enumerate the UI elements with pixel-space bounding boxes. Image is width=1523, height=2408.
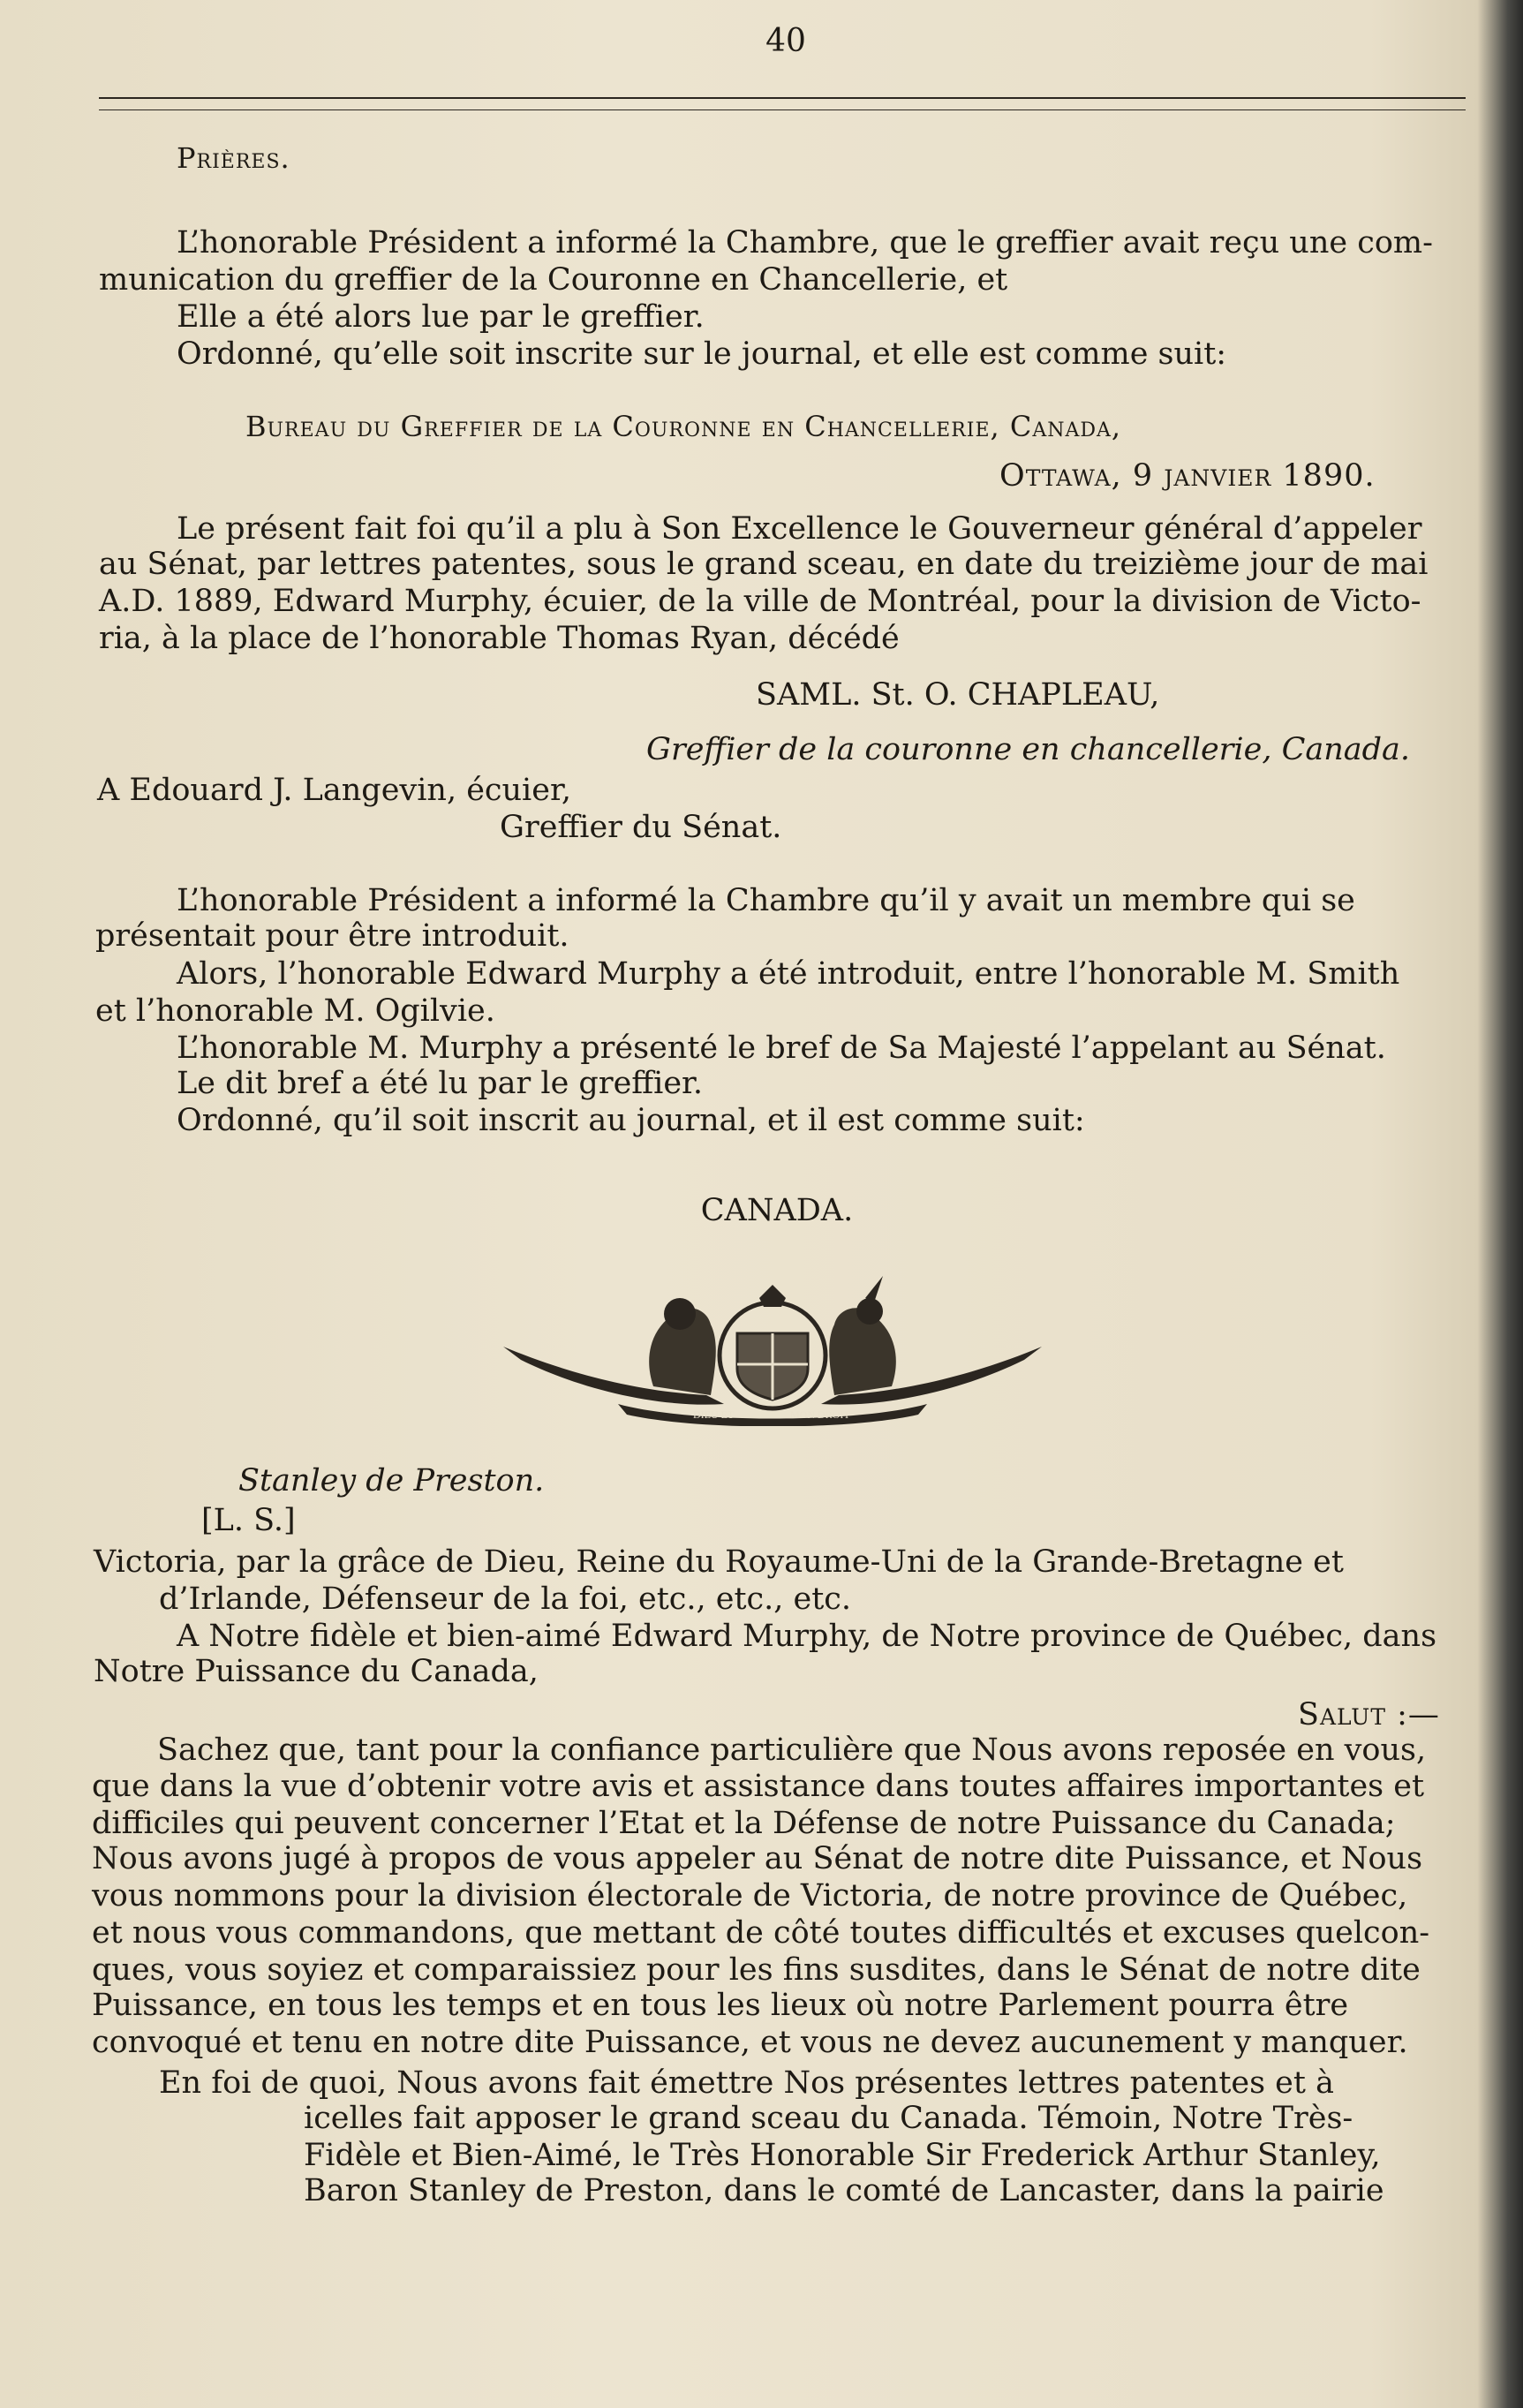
arms-motto-left: DIEU ET (693, 1408, 735, 1421)
text-line: Ordonné, qu’elle soit inscrite sur le journal, et elle est comme suit: (177, 336, 1227, 372)
canada-heading: CANADA. (700, 1193, 854, 1228)
text-line: au Sénat, par lettres patentes, sous le grand sceau, en date du treizième jour de mai (99, 547, 1429, 582)
text-line: Nous avons jugé à propos de vous appeler au Sénat de notre dite Puissance, et Nous (92, 1841, 1423, 1876)
text-line: convoqué et tenu en notre dite Puissance, et vous ne devez aucunement y manquer. (92, 2025, 1408, 2060)
salutation: Salut :— (1298, 1697, 1440, 1732)
text-line: et l’honorable M. Ogilvie. (95, 993, 495, 1029)
text-line: A.D. 1889, Edward Murphy, écuier, de la ville de Montréal, pour la division de Victo- (99, 584, 1421, 619)
text-line: L’honorable Président a informé la Chambre qu’il y avait un membre qui se (177, 883, 1355, 918)
text-line: Elle a été alors lue par le greffier. (177, 299, 705, 335)
header-rule-thin (99, 109, 1466, 110)
text-line: et nous vous commandons, que mettant de côté toutes difficultés et excuses quelcon- (92, 1915, 1430, 1951)
text-line: ques, vous soyiez et comparaissiez pour les fins susdites, dans le Sénat de notre dite (92, 1952, 1421, 1988)
header-rule (99, 97, 1466, 99)
signer-name: SAML. St. O. CHAPLEAU, (756, 677, 1160, 713)
dateline: Ottawa, 9 janvier 1890. (999, 458, 1376, 494)
addressee-title: Greffier du Sénat. (500, 810, 782, 845)
text-line: A Notre fidèle et bien-aimé Edward Murphy, de Notre province de Québec, dans (177, 1619, 1437, 1654)
arms-motto-right: MON DROIT (790, 1408, 850, 1421)
text-line: Fidèle et Bien-Aimé, le Très Honorable Sir Frederick Arthur Stanley, (304, 2138, 1381, 2173)
text-line: vous nommons pour la division électorale de Victoria, de notre province de Québec, (92, 1878, 1408, 1914)
page-number: 40 (765, 23, 806, 59)
text-line: Le présent fait foi qu’il a plu à Son Excellence le Gouverneur général d’appeler (177, 511, 1422, 547)
section-heading: Prières. (177, 141, 290, 175)
text-line: L’honorable M. Murphy a présenté le bref de Sa Majesté l’appelant au Sénat. (177, 1030, 1386, 1066)
governor-signature: Stanley de Preston. (238, 1463, 545, 1498)
text-line: Puissance, en tous les temps et en tous les lieux où notre Parlement pourra être (92, 1988, 1349, 2023)
text-line: Victoria, par la grâce de Dieu, Reine du Royaume-Uni de la Grande-Bretagne et (94, 1544, 1344, 1580)
text-line: munication du greffier de la Couronne en Chancellerie, et (99, 262, 1008, 298)
seal-mark: [L. S.] (201, 1503, 296, 1538)
text-line: présentait pour être introduit. (95, 918, 569, 954)
text-line: difficiles qui peuvent concerner l’Etat et la Défense de notre Puissance du Canada; (92, 1806, 1396, 1841)
text-line: ria, à la place de l’honorable Thomas Ryan, décédé (99, 621, 900, 656)
text-line: En foi de quoi, Nous avons fait émettre Nos présentes lettres patentes et à (159, 2065, 1334, 2101)
text-line: Alors, l’honorable Edward Murphy a été introduit, entre l’honorable M. Smith (177, 956, 1400, 992)
text-line: L’honorable Président a informé la Chambre, que le greffier avait reçu une com- (177, 225, 1433, 260)
text-line: Le dit bref a été lu par le greffier. (177, 1066, 704, 1101)
text-line: que dans la vue d’obtenir votre avis et assistance dans toutes affaires importantes et (92, 1769, 1425, 1804)
signer-title: Greffier de la couronne en chancellerie, Canada. (646, 732, 1411, 767)
text-line: Ordonné, qu’il soit inscrit au journal, et il est comme suit: (177, 1103, 1085, 1138)
text-line: Baron Stanley de Preston, dans le comté de Lancaster, dans la pairie (304, 2173, 1384, 2208)
royal-arms-emblem (494, 1272, 1051, 1426)
office-heading: Bureau du Greffier de la Couronne en Chancellerie, Canada, (245, 410, 1122, 443)
addressee: A Edouard J. Langevin, écuier, (97, 773, 571, 808)
text-line: Notre Puissance du Canada, (94, 1654, 539, 1689)
text-line: Sachez que, tant pour la confiance particulière que Nous avons reposée en vous, (157, 1732, 1427, 1768)
text-line: icelles fait apposer le grand sceau du Canada. Témoin, Notre Très- (304, 2101, 1353, 2136)
text-line: d’Irlande, Défenseur de la foi, etc., etc., etc. (159, 1581, 852, 1617)
